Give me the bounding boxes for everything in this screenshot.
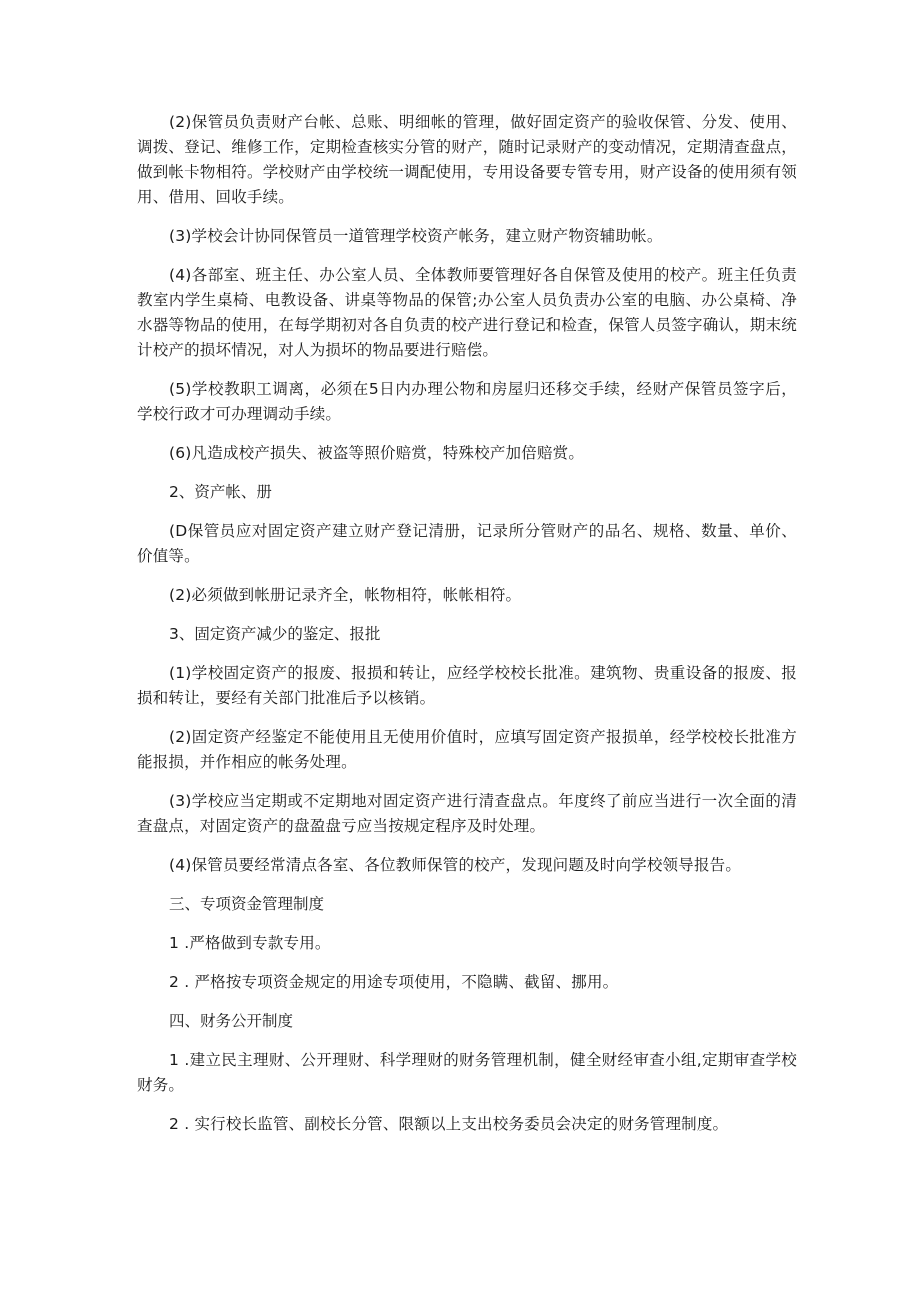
- paragraph-ledger-consistency: (2)必须做到帐册记录齐全，帐物相符，帐帐相符。: [169, 586, 522, 604]
- section-heading-financial-disclosure: 四、财务公开制度: [169, 1012, 294, 1030]
- paragraph-department-responsibility: (4)各部室、班主任、办公室人员、全体教师要管理好各自保管及使用的校产。班主任负责教室内学生桌椅、电教设备、讲桌等物品的保管;办公室人员负责办公室的电脑、办公桌椅、净水器等物品的使用，在每学期初对各自负责的校产进行登记和检查，保管人员签字确认，期末统计校产的损坏情况，对人为损坏的物品要进行赔偿。: [137, 266, 797, 359]
- paragraph-regular-count: (4)保管员要经常清点各室、各位教师保管的校产，发现问题及时向学校领导报告。: [169, 856, 742, 874]
- paragraph-staff-transfer: (5)学校教职工调离，必须在5日内办理公物和房屋归还移交手续，经财产保管员签字后，学校行政才可办理调动手续。: [137, 380, 797, 423]
- section-heading-asset-reduction: 3、固定资产减少的鉴定、报批: [169, 625, 381, 643]
- section-heading-special-funds: 三、专项资金管理制度: [169, 895, 325, 913]
- paragraph-loss-compensation: (6)凡造成校产损失、被盗等照价赔赏，特殊校产加倍赔赏。: [169, 444, 585, 462]
- document-body: [137, 110, 797, 1151]
- paragraph-inventory-check: (3)学校应当定期或不定期地对固定资产进行清查盘点。年度终了前应当进行一次全面的清查盘点，对固定资产的盘盈盘亏应当按规定程序及时处理。: [137, 792, 797, 835]
- paragraph-asset-register: (D保管员应对固定资产建立财产登记清册，记录所分管财产的品名、规格、数量、单价、价值等。: [137, 522, 797, 565]
- paragraph-disclosure-1: 1 .建立民主理财、公开理财、科学理财的财务管理机制，健全财经审查小组,定期审查学校财务。: [137, 1051, 797, 1094]
- paragraph-scrap-approval: (1)学校固定资产的报废、报损和转让，应经学校校长批准。建筑物、贵重设备的报废、报损和转让，要经有关部门批准后予以核销。: [137, 664, 797, 707]
- paragraph-special-fund-1: 1 .严格做到专款专用。: [169, 934, 331, 952]
- paragraph-special-fund-2: 2 . 严格按专项资金规定的用途专项使用，不隐瞒、截留、挪用。: [169, 973, 619, 991]
- paragraph-custodian-duties: (2)保管员负责财产台帐、总账、明细帐的管理，做好固定资产的验收保管、分发、使用、调拨、登记、维修工作，定期检查核实分管的财产，随时记录财产的变动情况，定期清查盘点，做到帐卡物相符。学校财产由学校统一调配使用，专用设备要专管专用，财产设备的使用须有领用、借用、回收手续。: [137, 113, 797, 206]
- section-heading-asset-ledger: 2、资产帐、册: [169, 483, 272, 501]
- paragraph-disclosure-2: 2 . 实行校长监管、副校长分管、限额以上支出校务委员会决定的财务管理制度。: [169, 1115, 729, 1133]
- paragraph-loss-report: (2)固定资产经鉴定不能使用且无使用价值时，应填写固定资产报损单，经学校校长批准方能报损，并作相应的帐务处理。: [137, 728, 797, 771]
- paragraph-accountant-role: (3)学校会计协同保管员一道管理学校资产帐务，建立财产物资辅助帐。: [169, 227, 663, 245]
